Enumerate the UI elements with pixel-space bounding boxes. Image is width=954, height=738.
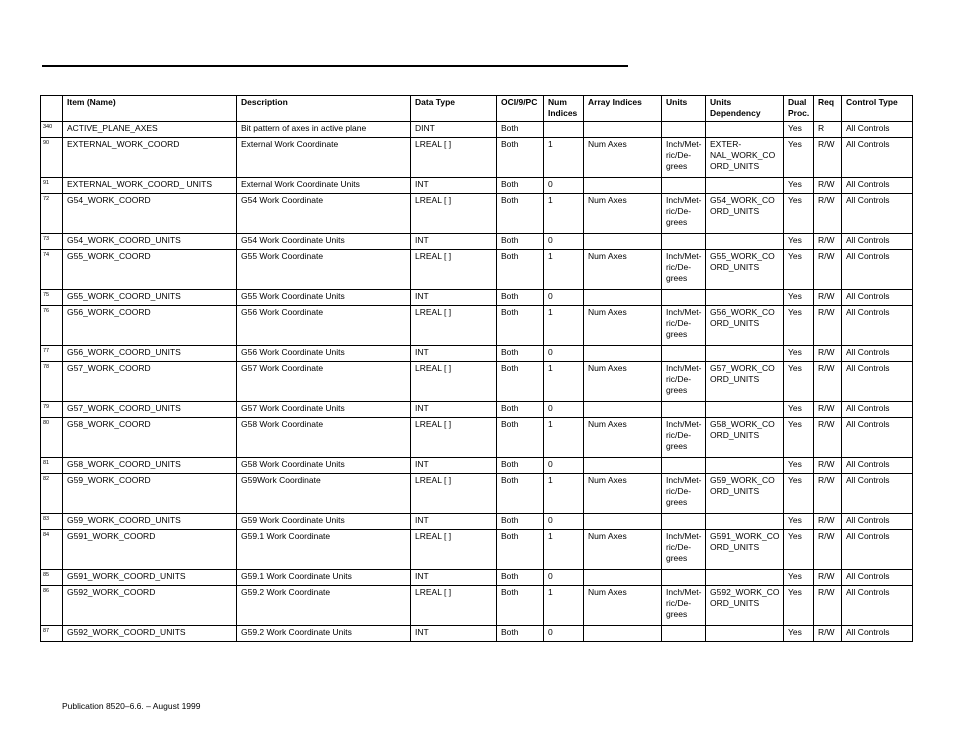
units-cell: Inch/Met-ric/De-grees — [662, 138, 706, 178]
data-type-cell: LREAL [ ] — [411, 474, 497, 514]
oci-flag-cell: Both — [497, 194, 544, 234]
array-indices-cell: Num Axes — [584, 530, 662, 570]
req-access-cell: R/W — [814, 306, 842, 346]
units-cell: Inch/Met-ric/De-grees — [662, 586, 706, 626]
units-dependency-cell — [706, 122, 784, 138]
req-access-cell: R/W — [814, 234, 842, 250]
description-cell: G55 Work Coordinate Units — [237, 290, 411, 306]
units-cell: Inch/Met-ric/De-grees — [662, 474, 706, 514]
units-cell — [662, 626, 706, 642]
item-name-cell: G591_WORK_COORD_UNITS — [63, 570, 237, 586]
oci-flag-cell: Both — [497, 586, 544, 626]
description-cell: External Work Coordinate — [237, 138, 411, 178]
header-cell-oci: OCI/9/PC — [497, 96, 544, 122]
num-indices-cell: 0 — [544, 458, 584, 474]
table-row — [41, 138, 913, 178]
req-access-cell: R/W — [814, 570, 842, 586]
table-row — [41, 178, 913, 194]
control-type-cell: All Controls — [842, 250, 913, 290]
description-cell: G55 Work Coordinate — [237, 250, 411, 290]
num-indices-cell: 0 — [544, 570, 584, 586]
oci-flag-cell: Both — [497, 178, 544, 194]
req-access-cell: R/W — [814, 402, 842, 418]
num-indices-cell: 1 — [544, 530, 584, 570]
array-indices-cell: Num Axes — [584, 306, 662, 346]
array-indices-cell: Num Axes — [584, 586, 662, 626]
row-number-cell: 86 — [41, 586, 63, 626]
data-type-cell: LREAL [ ] — [411, 138, 497, 178]
oci-flag-cell: Both — [497, 458, 544, 474]
table-row — [41, 570, 913, 586]
units-cell — [662, 458, 706, 474]
req-access-cell: R/W — [814, 530, 842, 570]
dual-proc-cell: Yes — [784, 418, 814, 458]
dual-proc-cell: Yes — [784, 346, 814, 362]
oci-flag-cell: Both — [497, 474, 544, 514]
description-cell: Bit pattern of axes in active plane — [237, 122, 411, 138]
oci-flag-cell: Both — [497, 234, 544, 250]
dual-proc-cell: Yes — [784, 178, 814, 194]
row-number-cell: 74 — [41, 250, 63, 290]
control-type-cell: All Controls — [842, 514, 913, 530]
req-access-cell: R/W — [814, 586, 842, 626]
item-name-cell: ACTIVE_PLANE_AXES — [63, 122, 237, 138]
publication-footer: Publication 8520–6.6. – August 1999 — [62, 701, 201, 711]
item-name-cell: G55_WORK_COORD — [63, 250, 237, 290]
units-cell — [662, 346, 706, 362]
data-type-cell: DINT — [411, 122, 497, 138]
item-name-cell: G57_WORK_COORD — [63, 362, 237, 402]
description-cell: G57 Work Coordinate — [237, 362, 411, 402]
description-cell: G59.2 Work Coordinate — [237, 586, 411, 626]
dual-proc-cell: Yes — [784, 250, 814, 290]
table-row — [41, 458, 913, 474]
units-cell: Inch/Met-ric/De-grees — [662, 250, 706, 290]
item-name-cell: G54_WORK_COORD_UNITS — [63, 234, 237, 250]
units-cell — [662, 178, 706, 194]
num-indices-cell — [544, 122, 584, 138]
data-type-cell: LREAL [ ] — [411, 418, 497, 458]
control-type-cell: All Controls — [842, 458, 913, 474]
req-access-cell: R/W — [814, 138, 842, 178]
units-cell — [662, 570, 706, 586]
units-dependency-cell — [706, 290, 784, 306]
row-number-cell: 73 — [41, 234, 63, 250]
description-cell: G56 Work Coordinate Units — [237, 346, 411, 362]
dual-proc-cell: Yes — [784, 402, 814, 418]
data-type-cell: LREAL [ ] — [411, 250, 497, 290]
data-type-cell: INT — [411, 346, 497, 362]
data-type-cell: LREAL [ ] — [411, 194, 497, 234]
header-cell-item-name: Item (Name) — [63, 96, 237, 122]
dual-proc-cell: Yes — [784, 586, 814, 626]
item-name-cell: G592_WORK_COORD_UNITS — [63, 626, 237, 642]
table-row — [41, 290, 913, 306]
header-cell-req: Req — [814, 96, 842, 122]
table-row — [41, 530, 913, 570]
table-row — [41, 306, 913, 346]
description-cell: G59.1 Work Coordinate — [237, 530, 411, 570]
num-indices-cell: 0 — [544, 290, 584, 306]
req-access-cell: R/W — [814, 626, 842, 642]
description-cell: G59.1 Work Coordinate Units — [237, 570, 411, 586]
item-name-cell: EXTERNAL_WORK_COORD_ UNITS — [63, 178, 237, 194]
req-access-cell: R — [814, 122, 842, 138]
item-name-cell: G58_WORK_COORD — [63, 418, 237, 458]
array-indices-cell — [584, 290, 662, 306]
data-type-cell: INT — [411, 402, 497, 418]
description-cell: G54 Work Coordinate — [237, 194, 411, 234]
units-dependency-cell: G592_WORK_COORD_UNITS — [706, 586, 784, 626]
dual-proc-cell: Yes — [784, 138, 814, 178]
row-number-cell: 85 — [41, 570, 63, 586]
array-indices-cell: Num Axes — [584, 194, 662, 234]
row-number-cell: 75 — [41, 290, 63, 306]
variables-table — [40, 95, 913, 642]
data-type-cell: INT — [411, 178, 497, 194]
num-indices-cell: 1 — [544, 418, 584, 458]
units-dependency-cell: G56_WORK_COORD_UNITS — [706, 306, 784, 346]
oci-flag-cell: Both — [497, 530, 544, 570]
item-name-cell: G57_WORK_COORD_UNITS — [63, 402, 237, 418]
oci-flag-cell: Both — [497, 250, 544, 290]
units-cell — [662, 122, 706, 138]
num-indices-cell: 1 — [544, 306, 584, 346]
table-row — [41, 586, 913, 626]
table-row — [41, 514, 913, 530]
num-indices-cell: 1 — [544, 138, 584, 178]
description-cell: G59.2 Work Coordinate Units — [237, 626, 411, 642]
description-cell: G56 Work Coordinate — [237, 306, 411, 346]
num-indices-cell: 1 — [544, 586, 584, 626]
table-row — [41, 346, 913, 362]
description-cell: G57 Work Coordinate Units — [237, 402, 411, 418]
units-dependency-cell — [706, 402, 784, 418]
table-row — [41, 474, 913, 514]
req-access-cell: R/W — [814, 514, 842, 530]
oci-flag-cell: Both — [497, 514, 544, 530]
header-cell-control-type: Control Type — [842, 96, 913, 122]
oci-flag-cell: Both — [497, 418, 544, 458]
header-cell-units-dependency: Units Dependency — [706, 96, 784, 122]
control-type-cell: All Controls — [842, 570, 913, 586]
table-body — [41, 122, 913, 642]
header-cell-rownum — [41, 96, 63, 122]
array-indices-cell — [584, 178, 662, 194]
control-type-cell: All Controls — [842, 138, 913, 178]
item-name-cell: G591_WORK_COORD — [63, 530, 237, 570]
description-cell: G59Work Coordinate — [237, 474, 411, 514]
dual-proc-cell: Yes — [784, 306, 814, 346]
oci-flag-cell: Both — [497, 306, 544, 346]
control-type-cell: All Controls — [842, 194, 913, 234]
header-cell-data-type: Data Type — [411, 96, 497, 122]
data-type-cell: LREAL [ ] — [411, 586, 497, 626]
num-indices-cell: 0 — [544, 234, 584, 250]
units-cell: Inch/Met-ric/De-grees — [662, 306, 706, 346]
control-type-cell: All Controls — [842, 234, 913, 250]
item-name-cell: G58_WORK_COORD_UNITS — [63, 458, 237, 474]
data-type-cell: INT — [411, 290, 497, 306]
array-indices-cell — [584, 458, 662, 474]
units-dependency-cell — [706, 458, 784, 474]
control-type-cell: All Controls — [842, 474, 913, 514]
units-cell — [662, 290, 706, 306]
control-type-cell: All Controls — [842, 306, 913, 346]
row-number-cell: 340 — [41, 122, 63, 138]
num-indices-cell: 1 — [544, 250, 584, 290]
units-dependency-cell: G591_WORK_COORD_UNITS — [706, 530, 784, 570]
req-access-cell: R/W — [814, 362, 842, 402]
units-dependency-cell — [706, 178, 784, 194]
units-dependency-cell — [706, 626, 784, 642]
dual-proc-cell: Yes — [784, 234, 814, 250]
control-type-cell: All Controls — [842, 418, 913, 458]
array-indices-cell — [584, 570, 662, 586]
req-access-cell: R/W — [814, 250, 842, 290]
units-cell — [662, 234, 706, 250]
item-name-cell: G59_WORK_COORD_UNITS — [63, 514, 237, 530]
units-dependency-cell — [706, 570, 784, 586]
data-type-cell: INT — [411, 626, 497, 642]
oci-flag-cell: Both — [497, 346, 544, 362]
table-row — [41, 402, 913, 418]
table-row — [41, 122, 913, 138]
req-access-cell: R/W — [814, 418, 842, 458]
dual-proc-cell: Yes — [784, 530, 814, 570]
header-cell-array-indices: Array Indices — [584, 96, 662, 122]
data-type-cell: LREAL [ ] — [411, 306, 497, 346]
dual-proc-cell: Yes — [784, 458, 814, 474]
row-number-cell: 77 — [41, 346, 63, 362]
dual-proc-cell: Yes — [784, 570, 814, 586]
row-number-cell: 80 — [41, 418, 63, 458]
table-header-row — [41, 96, 913, 122]
req-access-cell: R/W — [814, 178, 842, 194]
header-cell-dual-proc: Dual Proc. — [784, 96, 814, 122]
num-indices-cell: 0 — [544, 626, 584, 642]
table-row — [41, 626, 913, 642]
oci-flag-cell: Both — [497, 290, 544, 306]
control-type-cell: All Controls — [842, 402, 913, 418]
table-row — [41, 250, 913, 290]
units-cell: Inch/Met-ric/De-grees — [662, 418, 706, 458]
control-type-cell: All Controls — [842, 586, 913, 626]
req-access-cell: R/W — [814, 290, 842, 306]
data-type-cell: LREAL [ ] — [411, 530, 497, 570]
array-indices-cell — [584, 122, 662, 138]
oci-flag-cell: Both — [497, 402, 544, 418]
row-number-cell: 91 — [41, 178, 63, 194]
data-type-cell: INT — [411, 458, 497, 474]
units-cell — [662, 402, 706, 418]
table-row — [41, 234, 913, 250]
row-number-cell: 83 — [41, 514, 63, 530]
num-indices-cell: 0 — [544, 346, 584, 362]
dual-proc-cell: Yes — [784, 290, 814, 306]
item-name-cell: G54_WORK_COORD — [63, 194, 237, 234]
req-access-cell: R/W — [814, 474, 842, 514]
description-cell: G58 Work Coordinate Units — [237, 458, 411, 474]
control-type-cell: All Controls — [842, 530, 913, 570]
description-cell: G58 Work Coordinate — [237, 418, 411, 458]
units-cell: Inch/Met-ric/De-grees — [662, 530, 706, 570]
row-number-cell: 90 — [41, 138, 63, 178]
data-type-cell: LREAL [ ] — [411, 362, 497, 402]
req-access-cell: R/W — [814, 346, 842, 362]
dual-proc-cell: Yes — [784, 122, 814, 138]
units-dependency-cell — [706, 234, 784, 250]
units-dependency-cell — [706, 346, 784, 362]
array-indices-cell — [584, 402, 662, 418]
data-type-cell: INT — [411, 570, 497, 586]
units-dependency-cell: G55_WORK_COORD_UNITS — [706, 250, 784, 290]
dual-proc-cell: Yes — [784, 514, 814, 530]
description-cell: External Work Coordinate Units — [237, 178, 411, 194]
oci-flag-cell: Both — [497, 570, 544, 586]
table-row — [41, 194, 913, 234]
num-indices-cell: 0 — [544, 402, 584, 418]
oci-flag-cell: Both — [497, 626, 544, 642]
description-cell: G54 Work Coordinate Units — [237, 234, 411, 250]
num-indices-cell: 0 — [544, 514, 584, 530]
units-dependency-cell: EXTER-NAL_WORK_COORD_UNITS — [706, 138, 784, 178]
units-dependency-cell — [706, 514, 784, 530]
description-cell: G59 Work Coordinate Units — [237, 514, 411, 530]
array-indices-cell — [584, 346, 662, 362]
units-dependency-cell: G57_WORK_COORD_UNITS — [706, 362, 784, 402]
table-row — [41, 418, 913, 458]
units-dependency-cell: G58_WORK_COORD_UNITS — [706, 418, 784, 458]
array-indices-cell: Num Axes — [584, 362, 662, 402]
header-cell-description: Description — [237, 96, 411, 122]
row-number-cell: 81 — [41, 458, 63, 474]
row-number-cell: 84 — [41, 530, 63, 570]
control-type-cell: All Controls — [842, 178, 913, 194]
num-indices-cell: 1 — [544, 474, 584, 514]
num-indices-cell: 1 — [544, 194, 584, 234]
top-rule — [42, 65, 628, 67]
oci-flag-cell: Both — [497, 122, 544, 138]
item-name-cell: EXTERNAL_WORK_COORD — [63, 138, 237, 178]
control-type-cell: All Controls — [842, 626, 913, 642]
control-type-cell: All Controls — [842, 290, 913, 306]
dual-proc-cell: Yes — [784, 194, 814, 234]
row-number-cell: 82 — [41, 474, 63, 514]
table-row — [41, 362, 913, 402]
control-type-cell: All Controls — [842, 362, 913, 402]
array-indices-cell — [584, 626, 662, 642]
req-access-cell: R/W — [814, 458, 842, 474]
req-access-cell: R/W — [814, 194, 842, 234]
units-dependency-cell: G59_WORK_COORD_UNITS — [706, 474, 784, 514]
oci-flag-cell: Both — [497, 362, 544, 402]
row-number-cell: 78 — [41, 362, 63, 402]
item-name-cell: G56_WORK_COORD — [63, 306, 237, 346]
array-indices-cell: Num Axes — [584, 418, 662, 458]
num-indices-cell: 1 — [544, 362, 584, 402]
array-indices-cell — [584, 234, 662, 250]
row-number-cell: 87 — [41, 626, 63, 642]
units-cell: Inch/Met-ric/De-grees — [662, 194, 706, 234]
array-indices-cell: Num Axes — [584, 250, 662, 290]
item-name-cell: G59_WORK_COORD — [63, 474, 237, 514]
header-cell-num-indices: Num Indices — [544, 96, 584, 122]
row-number-cell: 79 — [41, 402, 63, 418]
data-type-cell: INT — [411, 234, 497, 250]
control-type-cell: All Controls — [842, 122, 913, 138]
array-indices-cell — [584, 514, 662, 530]
units-cell: Inch/Met-ric/De-grees — [662, 362, 706, 402]
control-type-cell: All Controls — [842, 346, 913, 362]
num-indices-cell: 0 — [544, 178, 584, 194]
dual-proc-cell: Yes — [784, 626, 814, 642]
data-type-cell: INT — [411, 514, 497, 530]
array-indices-cell: Num Axes — [584, 138, 662, 178]
array-indices-cell: Num Axes — [584, 474, 662, 514]
units-dependency-cell: G54_WORK_COORD_UNITS — [706, 194, 784, 234]
item-name-cell: G56_WORK_COORD_UNITS — [63, 346, 237, 362]
row-number-cell: 72 — [41, 194, 63, 234]
dual-proc-cell: Yes — [784, 362, 814, 402]
dual-proc-cell: Yes — [784, 474, 814, 514]
units-cell — [662, 514, 706, 530]
row-number-cell: 76 — [41, 306, 63, 346]
item-name-cell: G592_WORK_COORD — [63, 586, 237, 626]
item-name-cell: G55_WORK_COORD_UNITS — [63, 290, 237, 306]
header-cell-units: Units — [662, 96, 706, 122]
oci-flag-cell: Both — [497, 138, 544, 178]
